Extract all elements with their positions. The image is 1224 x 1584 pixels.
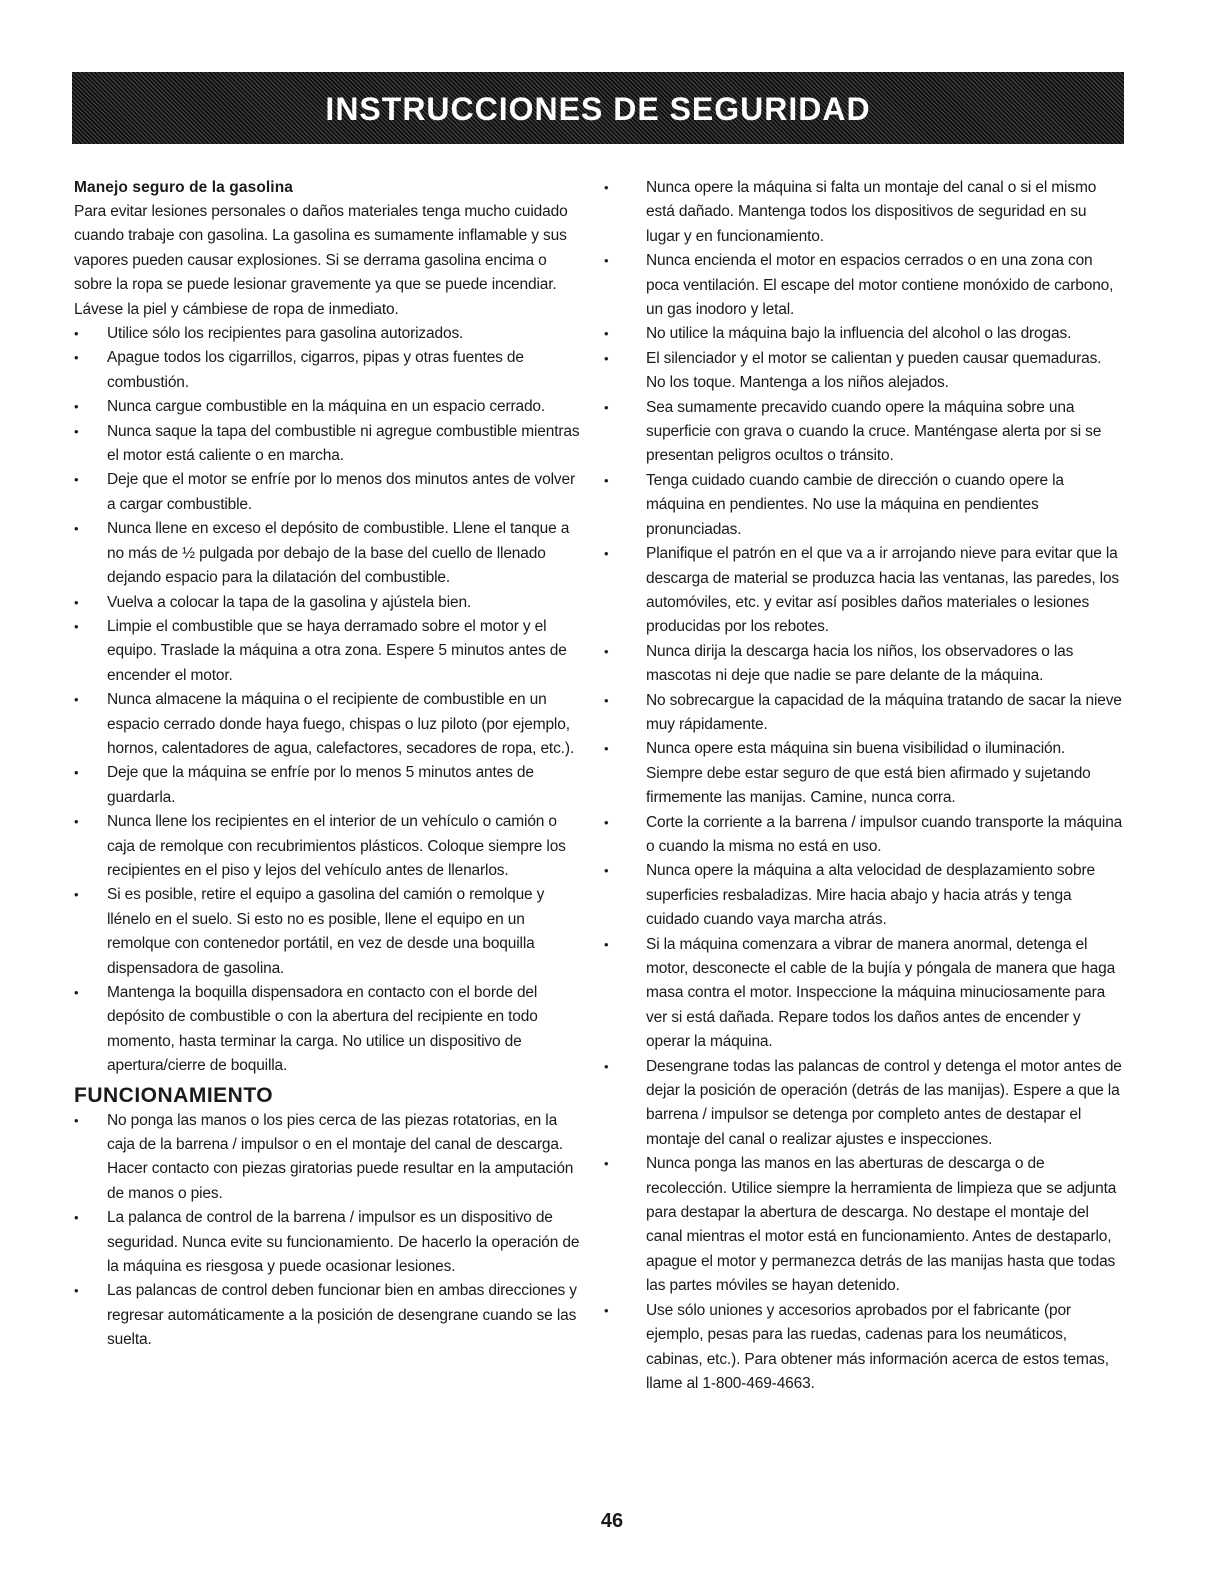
list-item: • Nunca opere la máquina a alta velocidad de desplazamiento sobre superficies resbaladizas. Mire hacia abajo y hacia atrás y tenga cuidado cuando vaya marcha atrás. [604, 859, 1124, 932]
list-item: • Si la máquina comenzara a vibrar de manera anormal, detenga el motor, desconecte el cable de la bujía y póngala de manera que haga masa contra el motor. Inspeccione la máquina minuciosamente para ver si está dañada. Repare todos los daños antes de encender y operar la máquina. [604, 933, 1124, 1055]
bullet-icon: • [74, 887, 79, 903]
bullet-icon: • [74, 1283, 79, 1299]
list-item: • Nunca opere la máquina si falta un montaje del canal o si el mismo está dañado. Mantenga todos los dispositivos de seguridad en su lugar y en funcionamiento. [604, 176, 1124, 249]
bullet-icon: • [74, 472, 79, 488]
bullet-icon: • [604, 863, 609, 879]
list-item: • No sobrecargue la capacidad de la máquina tratando de sacar la nieve muy rápidamente. [604, 689, 1124, 738]
bullet-icon: • [604, 1302, 609, 1318]
list-item: • No ponga las manos o los pies cerca de las piezas rotatorias, en la caja de la barrena / impulsor o en el montaje del canal de descarga. Hacer contacto con piezas giratorias puede resultar en la amputación de manos o pies. [74, 1109, 586, 1207]
bullet-icon: • [74, 985, 79, 1000]
list-item: • Deje que la máquina se enfríe por lo menos 5 minutos antes de guardarla. [74, 761, 586, 810]
bullet-icon: • [74, 594, 79, 610]
fuel-intro-paragraph: Para evitar lesiones personales o daños materiales tenga mucho cuidado cuando trabaje con gasolina. La gasolina es sumamente inflamable y sus vapores pueden causar explosiones. Si se derrama gasolina encima o sobre la ropa se puede lesionar gravemente ya que se puede incendiar. Lávese la piel y cámbiese de ropa de inmediato. [74, 203, 568, 318]
list-item: • Vuelva a colocar la tapa de la gasolina y ajústela bien. [74, 591, 586, 615]
bullet-icon: • [74, 423, 79, 439]
bullet-icon: • [604, 253, 609, 269]
list-item: • Nunca opere esta máquina sin buena visibilidad o iluminación. Siempre debe estar seguro de que está bien afirmado y sujetando firmemente las manijas. Camine, nunca corra. [604, 737, 1124, 810]
list-item: • Corte la corriente a la barrena / impulsor cuando transporte la máquina o cuando la misma no está en uso. [604, 811, 1124, 860]
list-item: • Planifique el patrón en el que va a ir arrojando nieve para evitar que la descarga de material se produzca hacia las ventanas, las paredes, los automóviles, etc. y evitar así posibles daños materiales o lesiones producidas por los rebotes. [604, 542, 1124, 640]
list-item: • Sea sumamente precavido cuando opere la máquina sobre una superficie con grava o cuando la cruce. Manténgase alerta por si se presentan peligros ocultos o tránsito. [604, 396, 1124, 469]
bullet-icon: • [74, 1210, 79, 1226]
bullet-icon: • [604, 350, 609, 366]
list-item: • Limpie el combustible que se haya derramado sobre el motor y el equipo. Traslade la máquina a otra zona. Espere 5 minutos antes de encender el motor. [74, 615, 586, 688]
page-number: 46 [600, 1510, 624, 1532]
list-item: • Nunca cargue combustible en la máquina en un espacio cerrado. [74, 395, 586, 419]
list-item: • Utilice sólo los recipientes para gasolina autorizados. [74, 322, 586, 346]
list-item: • No utilice la máquina bajo la influencia del alcohol o las drogas. [604, 322, 1124, 346]
list-item: • Tenga cuidado cuando cambie de dirección o cuando opere la máquina en pendientes. No use la máquina en pendientes pronunciadas. [604, 469, 1124, 542]
bullet-icon: • [604, 472, 609, 488]
operation-list [74, 1109, 586, 1353]
bullet-icon: • [74, 814, 79, 830]
bullet-icon: • [74, 1112, 79, 1128]
list-item: • Mantenga la boquilla dispensadora en contacto con el borde del depósito de combustible o con la abertura del recipiente en todo momento, hasta terminar la carga. No utilice un dispositivo de apertura/cierre de boquilla. [74, 981, 586, 1079]
page-title: INSTRUCCIONES DE SEGURIDAD [325, 90, 871, 127]
list-item: • Use sólo uniones y accesorios aprobados por el fabricante (por ejemplo, pesas para las ruedas, cadenas para los neumáticos, cabinas, etc.). Para obtener más información acerca de estos temas, llame al 1-800-469-4663. [604, 1299, 1124, 1397]
bullet-icon: • [74, 765, 79, 781]
list-item: • Desengrane todas las palancas de control y detenga el motor antes de dejar la posición de operación (detrás de las manijas). Espere a que la barrena / impulsor se detenga por completo antes de destapar el montaje del canal o realizar ajustes e inspecciones. [604, 1055, 1124, 1153]
list-item: • Nunca encienda el motor en espacios cerrados o en una zona con poca ventilación. El escape del motor contiene monóxido de carbono, un gas inodoro y letal. [604, 249, 1124, 322]
list-item: • La palanca de control de la barrena / impulsor es un dispositivo de seguridad. Nunca evite su funcionamiento. De hacerlo la operación de la máquina es riesgosa y puede ocasionar lesiones. [74, 1206, 586, 1279]
list-item: • Deje que el motor se enfríe por lo menos dos minutos antes de volver a cargar combustible. [74, 468, 586, 517]
bullet-icon: • [604, 643, 609, 659]
right-column [604, 176, 1124, 1396]
list-item: • Nunca ponga las manos en las aberturas de descarga o de recolección. Utilice siempre la herramienta de limpieza que se adjunta para destapar la abertura de descarga. No destape el montaje del canal mientras el motor está en funcionamiento. Antes de destaparlo, apague el motor y permanezca detrás de las manijas hasta que todas las partes móviles se hayan detenido. [604, 1152, 1124, 1298]
bullet-icon: • [604, 180, 609, 195]
bullet-icon: • [604, 1058, 609, 1074]
bullet-icon: • [74, 618, 79, 634]
bullet-icon: • [604, 692, 609, 708]
bullet-icon: • [604, 546, 609, 562]
list-item: • Apague todos los cigarrillos, cigarros, pipas y otras fuentes de combustión. [74, 346, 586, 395]
list-item: • Nunca llene en exceso el depósito de combustible. Llene el tanque a no más de ½ pulgada por debajo de la base del cuello de llenado dejando espacio para la dilatación del combustible. [74, 517, 586, 590]
fuel-safety-list [74, 322, 586, 1079]
operation-list-continued [604, 176, 1124, 1396]
bullet-icon: • [604, 741, 609, 757]
list-item: • Nunca llene los recipientes en el interior de un vehículo o camión o caja de remolque con recubrimientos plásticos. Coloque siempre los recipientes en el piso y lejos del vehículo antes de llenarlos. [74, 810, 586, 883]
bullet-icon: • [74, 692, 79, 708]
list-item: • Las palancas de control deben funcionar bien en ambas direcciones y regresar automáticamente a la posición de desengrane cuando se las suelta. [74, 1279, 586, 1352]
list-item: • Nunca saque la tapa del combustible ni agregue combustible mientras el motor está caliente o en marcha. [74, 420, 586, 469]
bullet-icon: • [604, 1156, 609, 1172]
bullet-icon: • [74, 350, 79, 366]
bullet-icon: • [604, 399, 609, 415]
list-item: • Nunca almacene la máquina o el recipiente de combustible en un espacio cerrado donde haya fuego, chispas o luz piloto (por ejemplo, hornos, calentadores de agua, calefactores, secadores de ropa, etc.). [74, 688, 586, 761]
bullet-icon: • [604, 814, 609, 830]
operation-heading: FUNCIONAMIENTO [74, 1083, 274, 1107]
left-column [74, 176, 586, 1353]
bullet-icon: • [74, 326, 79, 342]
list-item: • Si es posible, retire el equipo a gasolina del camión o remolque y llénelo en el suelo. Si esto no es posible, llene el equipo en un remolque con contenedor portátil, en vez de desde una boquilla dispensadora de gasolina. [74, 883, 586, 981]
list-item: • El silenciador y el motor se calientan y pueden causar quemaduras. No los toque. Mantenga a los niños alejados. [604, 347, 1124, 396]
fuel-subheading: Manejo seguro de la gasolina [74, 179, 293, 196]
list-item: • Nunca dirija la descarga hacia los niños, los observadores o las mascotas ni deje que nadie se pare delante de la máquina. [604, 640, 1124, 689]
bullet-icon: • [74, 399, 79, 415]
bullet-icon: • [604, 326, 609, 342]
section-banner [72, 72, 1124, 144]
bullet-icon: • [74, 521, 79, 537]
bullet-icon: • [604, 936, 609, 952]
